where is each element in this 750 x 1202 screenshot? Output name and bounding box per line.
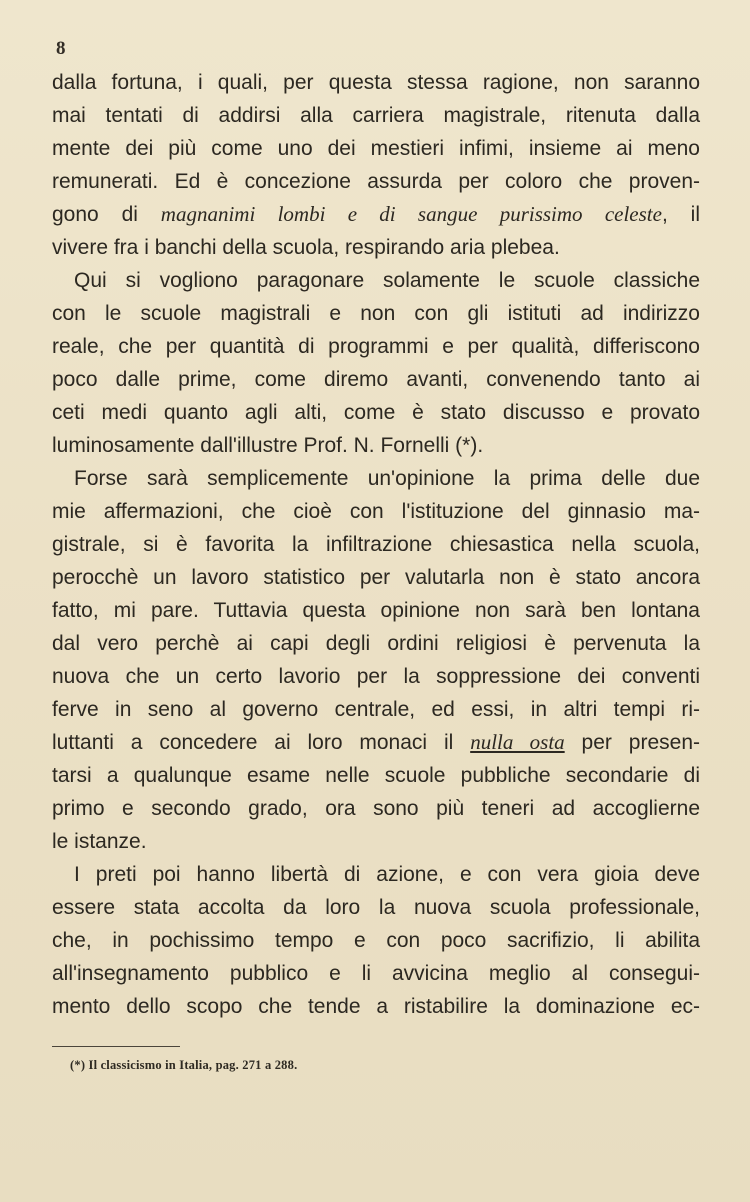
page-number: 8 [56, 38, 66, 59]
text-line: dalla fortuna, i quali, per questa stessa ragione, non saranno [52, 71, 700, 94]
text-line: fatto, mi pare. Tuttavia questa opinione non sarà ben lontana [52, 599, 700, 622]
text-line: essere stata accolta da loro la nuova scuola professionale, [52, 896, 700, 919]
text-line: gistrale, si è favorita la infiltrazione chiesastica nella scuola, [52, 533, 700, 556]
body-text [52, 66, 700, 1023]
text-line: mente dei più come uno dei mestieri infimi, insieme ai meno [52, 137, 700, 160]
text-line: all'insegnamento pubblico e li avvicina meglio al consegui- [52, 962, 700, 985]
text-line: nuova che un certo lavorio per la soppressione dei conventi [52, 665, 700, 688]
text-segment: gono di [52, 203, 161, 226]
text-line: perocchè un lavoro statistico per valutarla non è stato ancora [52, 566, 700, 589]
text-line: poco dalle prime, come diremo avanti, convenendo tanto ai [52, 368, 700, 391]
text-line: Qui si vogliono paragonare solamente le scuole classiche [74, 269, 700, 292]
footnote: (*) Il classicismo in Italia, pag. 271 a 288. [70, 1058, 298, 1072]
text-segment: per presen- [564, 731, 700, 754]
text-line: mie affermazioni, che cioè con l'istituzione del ginnasio ma- [52, 500, 700, 523]
text-line: primo e secondo grado, ora sono più teneri ad accoglierne [52, 797, 700, 820]
text-segment: , il [661, 203, 701, 226]
text-line: mai tentati di addirsi alla carriera magistrale, ritenuta dalla [52, 104, 700, 127]
footnote-rule [52, 1046, 180, 1047]
text-line-italic [52, 198, 700, 231]
text-line: le istanze. [52, 830, 147, 853]
italic-phrase: nulla osta [470, 730, 565, 754]
italic-phrase: magnanimi lombi e di sangue purissimo celeste [160, 202, 662, 226]
text-line-italic [52, 726, 700, 759]
text-line: vivere fra i banchi della scuola, respirando aria plebea. [52, 236, 560, 259]
text-line: ferve in seno al governo centrale, ed essi, in altri tempi ri- [52, 698, 700, 721]
text-line: mento dello scopo che tende a ristabilire la dominazione ec- [52, 995, 700, 1018]
text-line: che, in pochissimo tempo e con poco sacrifizio, li abilita [52, 929, 700, 952]
text-line: I preti poi hanno libertà di azione, e con vera gioia deve [74, 863, 700, 886]
text-line: remunerati. Ed è concezione assurda per coloro che proven- [52, 170, 700, 193]
text-line: luminosamente dall'illustre Prof. N. Fornelli (*). [52, 434, 484, 457]
text-segment: luttanti a concedere ai loro monaci il [52, 731, 471, 754]
text-line: reale, che per quantità di programmi e per qualità, differiscono [52, 335, 700, 358]
text-line: dal vero perchè ai capi degli ordini religiosi è pervenuta la [52, 632, 700, 655]
text-line: ceti medi quanto agli alti, come è stato discusso e provato [52, 401, 700, 424]
text-line: Forse sarà semplicemente un'opinione la prima delle due [74, 467, 700, 490]
text-line: con le scuole magistrali e non con gli istituti ad indirizzo [52, 302, 700, 325]
text-line: tarsi a qualunque esame nelle scuole pubbliche secondarie di [52, 764, 700, 787]
